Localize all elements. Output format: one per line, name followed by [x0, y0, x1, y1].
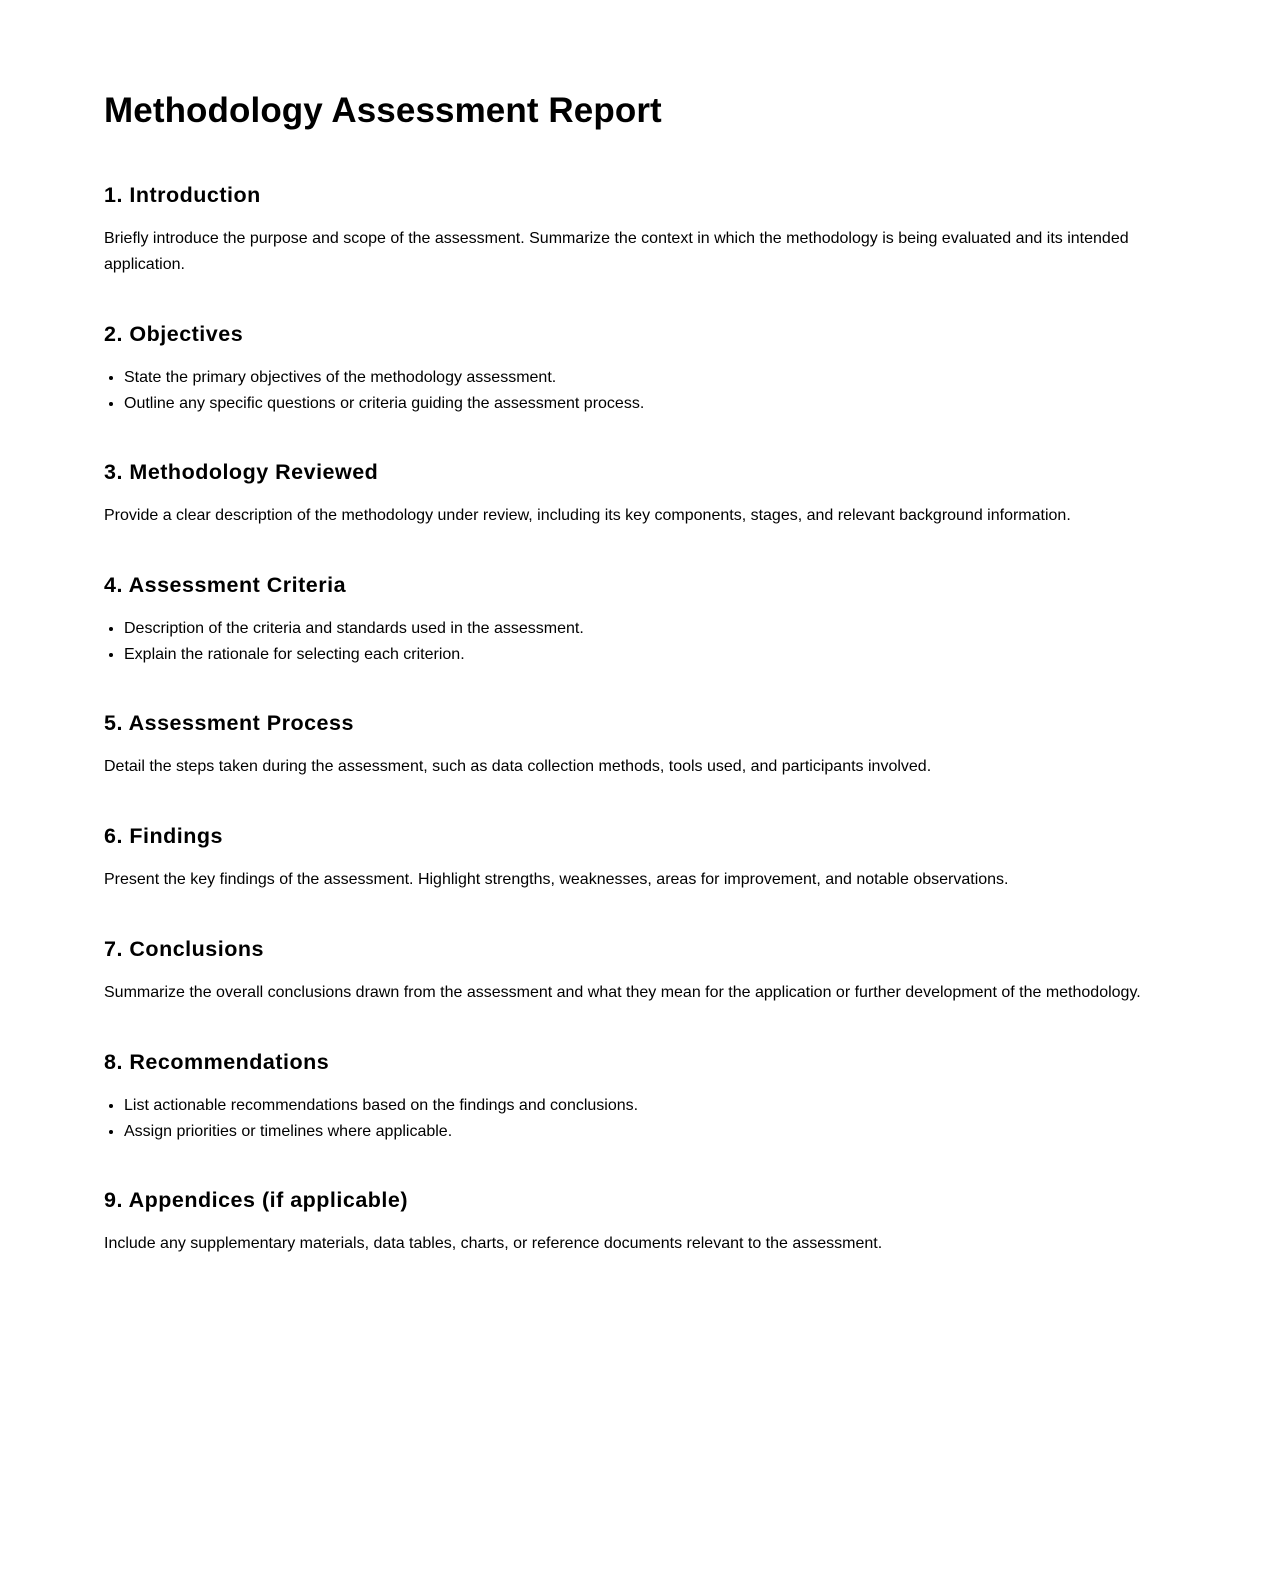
section-spacer — [104, 1144, 1159, 1185]
section-methodology-reviewed — [104, 457, 1159, 529]
section-objectives — [104, 319, 1159, 416]
bullet-list — [104, 1093, 1159, 1144]
section-assessment-process — [104, 708, 1159, 780]
section-spacer — [104, 1006, 1159, 1047]
section-conclusions — [104, 934, 1159, 1006]
section-heading: 1. Introduction — [104, 183, 261, 207]
list-item: • Outline any specific questions or criteria guiding the assessment process. — [124, 391, 1159, 417]
list-item: • State the primary objectives of the methodology assessment. — [124, 365, 1159, 391]
section-spacer — [104, 780, 1159, 821]
section-spacer — [104, 529, 1159, 570]
section-heading: 2. Objectives — [104, 322, 244, 346]
section-recommendations — [104, 1047, 1159, 1144]
section-findings — [104, 821, 1159, 893]
section-heading: 8. Recommendations — [104, 1050, 330, 1074]
bullet-list — [104, 616, 1159, 667]
bullet-list — [104, 365, 1159, 416]
section-heading: 3. Methodology Reviewed — [104, 460, 379, 484]
section-heading: 4. Assessment Criteria — [104, 573, 347, 597]
section-assessment-criteria — [104, 570, 1159, 667]
section-spacer — [104, 893, 1159, 934]
section-heading: 9. Appendices (if applicable) — [104, 1188, 409, 1212]
section-spacer — [104, 667, 1159, 708]
section-heading: 6. Findings — [104, 824, 223, 848]
section-appendices — [104, 1185, 1159, 1257]
section-heading: 5. Assessment Process — [104, 711, 354, 735]
section-paragraph: Include any supplementary materials, data tables, charts, or reference documents relevant to the assessment. — [104, 1235, 883, 1252]
section-heading: 7. Conclusions — [104, 937, 264, 961]
section-paragraph: Provide a clear description of the methodology under review, including its key components, stages, and relevant background information. — [104, 507, 1071, 524]
document-title: Methodology Assessment Report — [104, 91, 662, 130]
list-item: • Assign priorities or timelines where applicable. — [124, 1119, 1159, 1145]
section-paragraph: Summarize the overall conclusions drawn from the assessment and what they mean for the application or further development of the methodology. — [104, 984, 1141, 1001]
section-spacer — [104, 278, 1159, 319]
section-introduction — [104, 180, 1159, 278]
list-item: • List actionable recommendations based on the findings and conclusions. — [124, 1093, 1159, 1119]
section-paragraph: Detail the steps taken during the assessment, such as data collection methods, tools used, and participants involved. — [104, 758, 932, 775]
section-paragraph: Briefly introduce the purpose and scope of the assessment. Summarize the context in which the methodology is being evaluated and its intended application. — [104, 230, 1129, 273]
list-item: • Explain the rationale for selecting each criterion. — [124, 642, 1159, 668]
section-spacer — [104, 416, 1159, 457]
list-item: • Description of the criteria and standards used in the assessment. — [124, 616, 1159, 642]
section-paragraph: Present the key findings of the assessment. Highlight strengths, weaknesses, areas for improvement, and notable observations. — [104, 871, 1009, 888]
